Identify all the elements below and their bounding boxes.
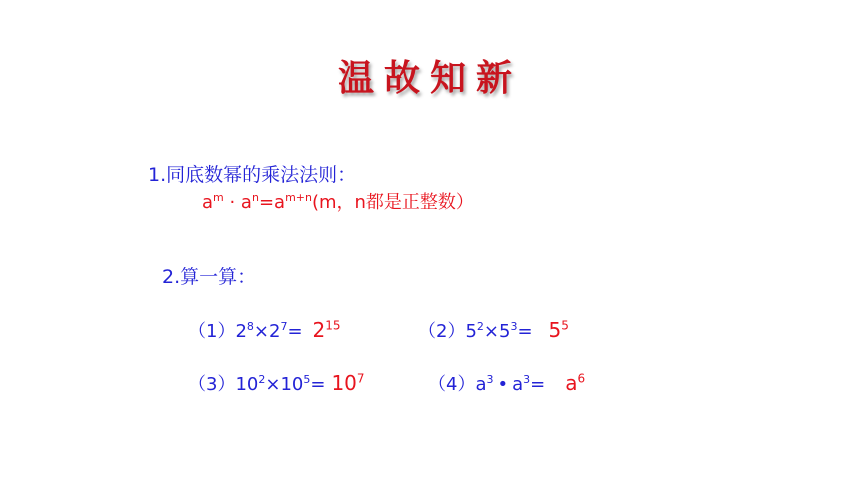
answer-base: 2 <box>312 318 326 342</box>
term1-base: 5 <box>465 321 477 342</box>
answer-base: 10 <box>331 371 357 395</box>
problem-4 <box>428 370 585 396</box>
term2-base: 5 <box>499 321 511 342</box>
term1-exp: 2 <box>476 320 484 333</box>
equals-sign: = <box>517 321 533 342</box>
answer <box>313 318 341 342</box>
equals-sign: = <box>530 374 546 395</box>
term2-exp: 3 <box>523 373 531 386</box>
problem-label: （2） <box>418 321 466 342</box>
answer-base: 5 <box>548 318 562 342</box>
formula-base-3: a <box>274 192 286 213</box>
term2-base: 10 <box>280 374 304 395</box>
answer-exp: 6 <box>577 371 586 386</box>
problem-2 <box>418 317 569 343</box>
answer-exp: 7 <box>356 371 365 386</box>
rule-formula <box>202 188 474 214</box>
answer <box>549 318 569 342</box>
operator: × <box>253 321 269 342</box>
problem-1 <box>188 317 341 343</box>
term2-exp: 3 <box>510 320 518 333</box>
section2-heading: 2.算一算： <box>162 266 257 288</box>
equals-sign: = <box>310 374 326 395</box>
term2-exp: 7 <box>280 320 288 333</box>
formula-exp-1: m <box>213 191 224 204</box>
term1-base: a <box>475 374 487 395</box>
operator: × <box>265 374 281 395</box>
slide-title: 温故知新 <box>337 58 522 99</box>
term2-exp: 5 <box>303 373 311 386</box>
term1-exp: 2 <box>258 373 266 386</box>
rule-heading: 1.同底数幂的乘法法则： <box>148 164 357 186</box>
answer <box>565 371 585 395</box>
term1-base: 10 <box>235 374 259 395</box>
formula-dot: · <box>223 192 241 213</box>
term1-exp: 8 <box>246 320 254 333</box>
equals-sign: = <box>287 321 303 342</box>
answer-base: a <box>565 371 578 395</box>
formula-exp-2: n <box>251 191 259 204</box>
formula-base-1: a <box>202 192 214 213</box>
problem-3 <box>188 370 365 396</box>
term2-base: 2 <box>269 321 281 342</box>
formula-exp-3: m+n <box>285 191 312 204</box>
formula-equals: = <box>258 192 275 213</box>
operator: × <box>483 321 499 342</box>
problem-label: （3） <box>188 374 236 395</box>
term2-base: a <box>512 374 524 395</box>
formula-condition: (m，n都是正整数） <box>311 192 474 213</box>
operator: • <box>497 374 509 395</box>
problem-label: （1） <box>188 321 236 342</box>
formula-base-2: a <box>240 192 252 213</box>
answer-exp: 15 <box>325 318 341 333</box>
term1-exp: 3 <box>486 373 494 386</box>
problem-label: （4） <box>428 374 476 395</box>
term1-base: 2 <box>235 321 247 342</box>
answer <box>331 371 364 395</box>
answer-exp: 5 <box>561 318 569 333</box>
